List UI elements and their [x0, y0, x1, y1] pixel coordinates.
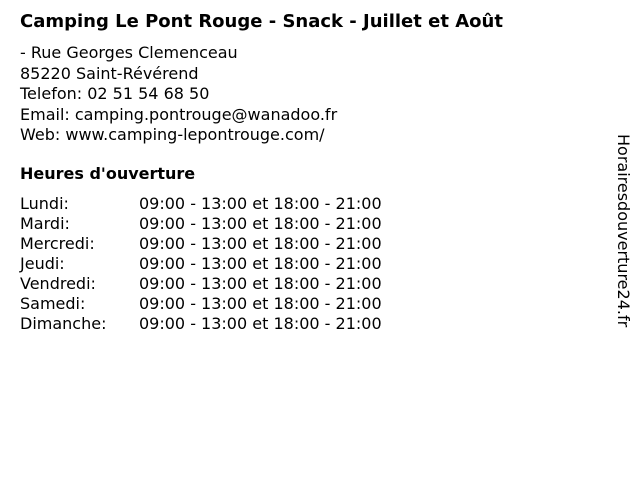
day-label: Dimanche: [20, 314, 107, 333]
day-hours: 09:00 - 13:00 et 18:00 - 21:00 [139, 234, 382, 253]
hours-row-mercredi [20, 234, 382, 254]
hours-row-lundi [20, 194, 382, 214]
day-hours: 09:00 - 13:00 et 18:00 - 21:00 [139, 254, 382, 273]
address-block [20, 43, 337, 146]
address-street: - Rue Georges Clemenceau [20, 43, 238, 62]
day-label: Mercredi: [20, 234, 95, 253]
day-hours: 09:00 - 13:00 et 18:00 - 21:00 [139, 274, 382, 293]
hours-row-dimanche [20, 314, 382, 334]
address-web: Web: www.camping-lepontrouge.com/ [20, 125, 325, 144]
address-city: 85220 Saint-Révérend [20, 63, 199, 83]
day-label: Mardi: [20, 214, 70, 233]
day-hours: 09:00 - 13:00 et 18:00 - 21:00 [139, 294, 382, 313]
day-label: Samedi: [20, 294, 86, 313]
hours-row-vendredi [20, 274, 382, 294]
day-label: Vendredi: [20, 274, 96, 293]
day-label: Jeudi: [20, 254, 65, 273]
page-title: Camping Le Pont Rouge - Snack - Juillet et Août [20, 11, 503, 32]
site-watermark: Horairesdouverture24.fr [614, 134, 633, 328]
day-hours: 09:00 - 13:00 et 18:00 - 21:00 [139, 214, 382, 233]
hours-row-samedi [20, 294, 382, 314]
hours-row-mardi [20, 214, 382, 234]
hours-row-jeudi [20, 254, 382, 274]
hours-table [20, 194, 382, 334]
day-label: Lundi: [20, 194, 69, 213]
day-hours: 09:00 - 13:00 et 18:00 - 21:00 [139, 314, 382, 333]
address-email: Email: camping.pontrouge@wanadoo.fr [20, 104, 338, 124]
day-hours: 09:00 - 13:00 et 18:00 - 21:00 [139, 194, 382, 213]
address-phone: Telefon: 02 51 54 68 50 [20, 84, 210, 103]
hours-heading: Heures d'ouverture [20, 164, 196, 183]
